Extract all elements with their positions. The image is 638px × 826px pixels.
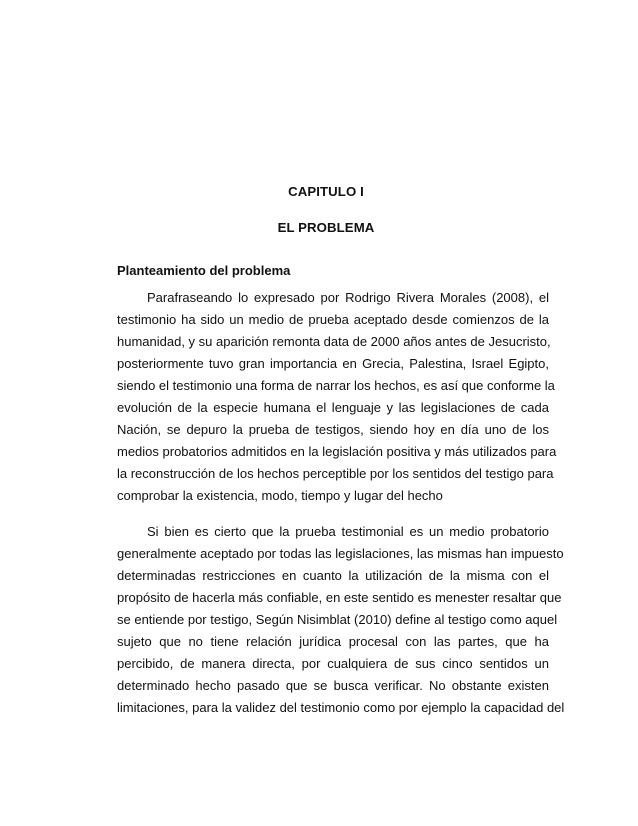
paragraph-line: humanidad, y su aparición remonta data de 2000 años antes de Jesucristo,	[117, 334, 551, 349]
paragraph-line: limitaciones, para la validez del testimonio como por ejemplo la capacidad del	[117, 700, 565, 715]
paragraph-line: comprobar la existencia, modo, tiempo y lugar del hecho	[117, 488, 443, 503]
paragraph-line: propósito de hacerla más confiable, en este sentido es menester resaltar que	[117, 590, 562, 605]
chapter-number: CAPITULO I	[288, 184, 364, 199]
paragraph-line: Si bien es cierto que la prueba testimonial es un medio probatorio	[147, 524, 549, 539]
paragraph-1	[117, 287, 557, 507]
paragraph-line: Parafraseando lo expresado por Rodrigo Rivera Morales (2008), el	[147, 290, 549, 305]
paragraph-line: medios probatorios admitidos en la legislación positiva y más utilizados para	[117, 444, 557, 459]
paragraph-line: percibido, de manera directa, por cualquiera de sus cinco sentidos un	[117, 656, 549, 671]
paragraph-line: determinadas restricciones en cuanto la utilización de la misma con el	[117, 568, 549, 583]
paragraph-line: Nación, se depuro la prueba de testigos, siendo hoy en día uno de los	[117, 422, 549, 437]
paragraph-line: testimonio ha sido un medio de prueba aceptado desde comienzos de la	[117, 312, 549, 327]
section-heading: Planteamiento del problema	[117, 263, 291, 278]
paragraph-line: determinado hecho pasado que se busca verificar. No obstante existen	[117, 678, 549, 693]
paragraph-line: posteriormente tuvo gran importancia en Grecia, Palestina, Israel Egipto,	[117, 356, 549, 371]
paragraph-line: sujeto que no tiene relación jurídica procesal con las partes, que ha	[117, 634, 549, 649]
paragraph-line: generalmente aceptado por todas las legislaciones, las mismas han impuesto	[117, 546, 564, 561]
paragraph-line: la reconstrucción de los hechos perceptible por los sentidos del testigo para	[117, 466, 554, 481]
paragraph-line: evolución de la especie humana el lenguaje y las legislaciones de cada	[117, 400, 549, 415]
paragraph-line: siendo el testimonio una forma de narrar los hechos, es así que conforme la	[117, 378, 555, 393]
paragraph-line: se entiende por testigo, Según Nisimblat (2010) define al testigo como aquel	[117, 612, 558, 627]
chapter-title: EL PROBLEMA	[277, 220, 375, 235]
paragraph-2	[117, 521, 565, 719]
